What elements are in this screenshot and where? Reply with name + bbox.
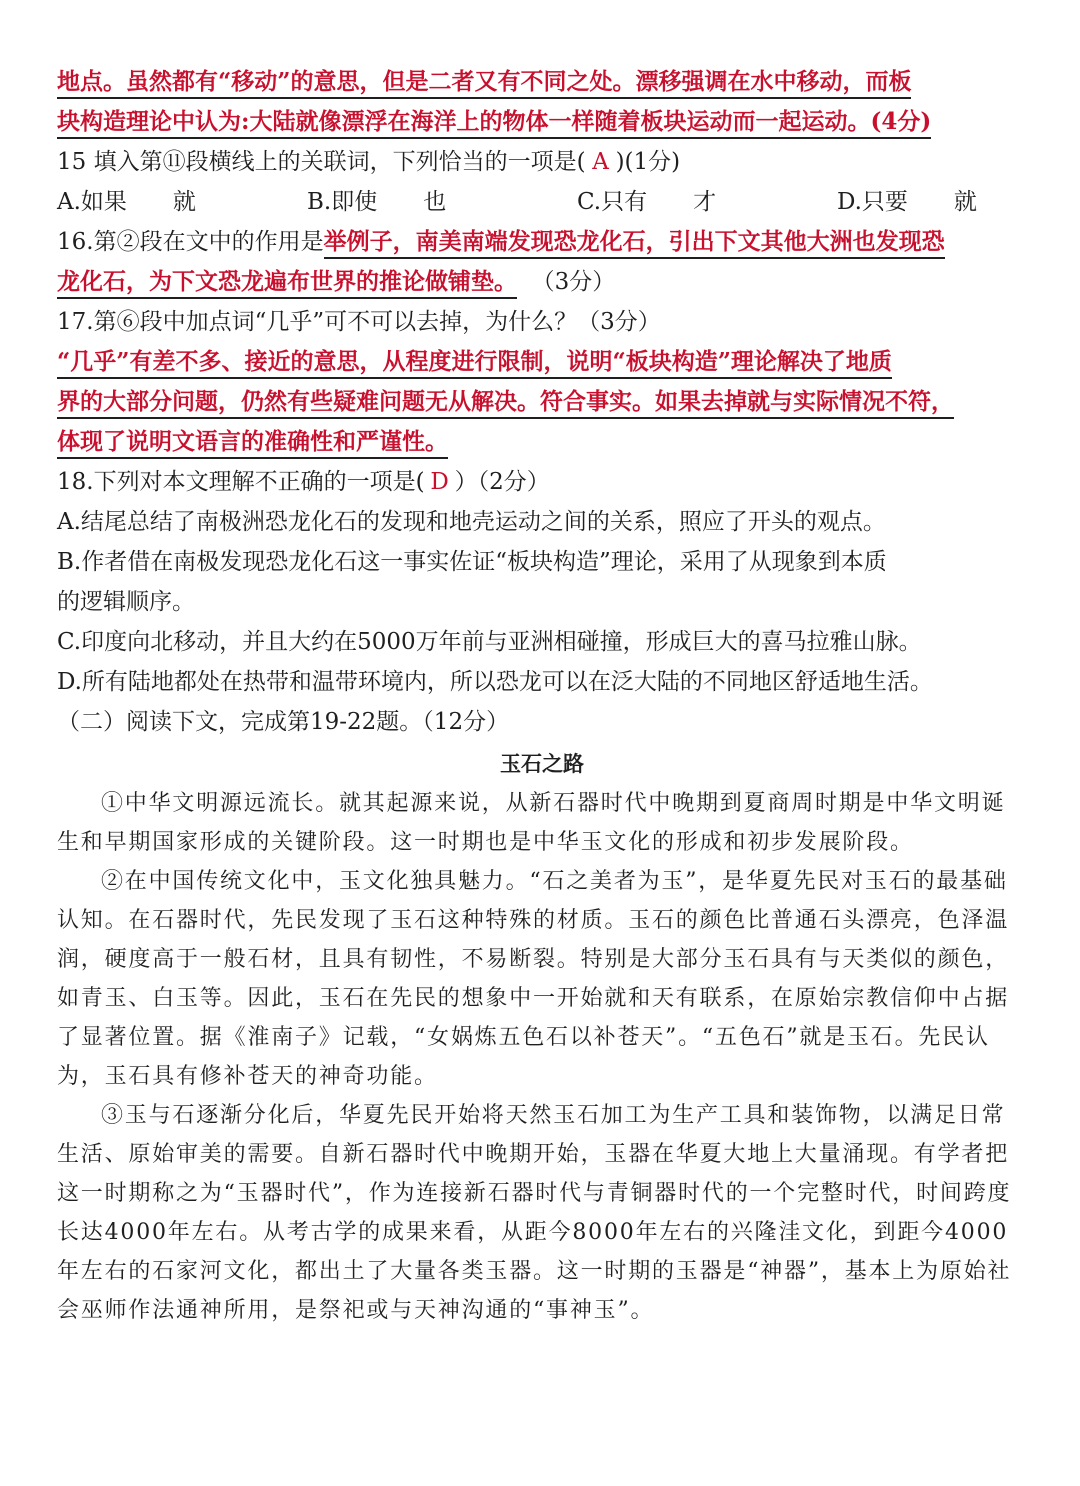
option-q18-b-cont: 的逻辑顺序。 bbox=[57, 589, 195, 615]
answer-q17-3: 体现了说明文语言的准确性和严谨性。 bbox=[57, 422, 1027, 462]
article-paragraph-3: ③玉与石逐渐分化后，华夏先民开始将天然玉石加工为生产工具和装饰物，以满足日常生活、原始审美的需要。自新石器时代中晚期开始，玉器在华夏大地上大量涌现。有学者把这一时期称之为“玉器时代”，作为连接新石器时代与青铜器时代的一个完整时代，时间跨度长达4000年左右。从考古学的成果来看，从距今8000年左右的兴隆洼文化，到距今4000年左右的石家河文化，都出土了大量各类玉器。这一时期的玉器是“神器”，基本上为原始社会巫师作法通神所用，是祭祀或与天神沟通的“事神玉”。 bbox=[57, 1103, 1012, 1323]
article-title: 玉石之路 bbox=[500, 751, 584, 776]
answer-line-q14-2: 块构造理论中认为:大陆就像漂浮在海洋上的物体一样随着板块运动而一起运动。(4分) bbox=[57, 102, 1027, 142]
question-18: 18.下列对本文理解不正确的一项是( D ）（2分） bbox=[57, 462, 1027, 502]
option-q18-c: C.印度向北移动，并且大约在5000万年前与亚洲相碰撞，形成巨大的喜马拉雅山脉。 bbox=[57, 629, 922, 655]
article-paragraph-1: ①中华文明源远流长。就其起源来说，从新石器时代中晚期到夏商周时期是中华文明诞生和早期国家形成的关键阶段。这一时期也是中华玉文化的形成和初步发展阶段。 bbox=[57, 791, 1006, 855]
section-intro: （二）阅读下文，完成第19-22题。（12分） bbox=[57, 709, 510, 735]
answer-q15: A bbox=[592, 149, 609, 175]
answer-q17-2: 界的大部分问题，仍然有些疑难问题无从解决。符合事实。如果去掉就与实际情况不符， bbox=[57, 382, 1027, 422]
option-q18-d: D.所有陆地都处在热带和温带环境内，所以恐龙可以在泛大陆的不同地区舒适地生活。 bbox=[57, 669, 933, 695]
question-17: 17.第⑥段中加点词“几乎”可不可以去掉，为什么？（3分） bbox=[57, 309, 661, 335]
question-16-cont: 龙化石，为下文恐龙遍布世界的推论做铺垫。 （3分） bbox=[57, 262, 1027, 302]
answer-q16-1: 举例子，南美南端发现恐龙化石，引出下文其他大洲也发现恐 bbox=[324, 228, 945, 259]
answer-q17-1: “几乎”有差不多、接近的意思，从程度进行限制，说明“板块构造”理论解决了地质 bbox=[57, 342, 1027, 382]
option-c: C.只有 才 bbox=[577, 189, 717, 215]
document-page bbox=[57, 62, 1027, 1330]
article-body bbox=[57, 784, 1027, 1330]
option-b: B.即使 也 bbox=[307, 189, 447, 215]
answer-line-q14-1: 地点。虽然都有“移动”的意思，但是二者又有不同之处。漂移强调在水中移动，而板 bbox=[57, 62, 1027, 102]
options-q15 bbox=[57, 182, 1027, 222]
option-a: A.如果 就 bbox=[57, 189, 196, 215]
answer-q16-2: 龙化石，为下文恐龙遍布世界的推论做铺垫。 bbox=[57, 268, 517, 299]
question-16: 16.第②段在文中的作用是举例子，南美南端发现恐龙化石，引出下文其他大洲也发现恐 bbox=[57, 222, 1027, 262]
option-q18-b: B.作者借在南极发现恐龙化石这一事实佐证“板块构造”理论，采用了从现象到本质 bbox=[57, 549, 887, 575]
answer-q18: D bbox=[430, 469, 449, 495]
option-q18-a: A.结尾总结了南极洲恐龙化石的发现和地壳运动之间的关系，照应了开头的观点。 bbox=[57, 509, 886, 535]
option-d: D.只要 就 bbox=[837, 189, 977, 215]
article-paragraph-2: ②在中国传统文化中，玉文化独具魅力。“石之美者为玉”，是华夏先民对玉石的最基础认知。在石器时代，先民发现了玉石这种特殊的材质。玉石的颜色比普通石头漂亮，色泽温润，硬度高于一般石材，且具有韧性，不易断裂。特别是大部分玉石具有与天类似的颜色，如青玉、白玉等。因此，玉石在先民的想象中一开始就和天有联系，在原始宗教信仰中占据了显著位置。据《淮南子》记载，“女娲炼五色石以补苍天”。“五色石”就是玉石。先民认为，玉石具有修补苍天的神奇功能。 bbox=[57, 869, 1010, 1089]
question-15: 15 填入第⑪段横线上的关联词，下列恰当的一项是( A )(1分) bbox=[57, 142, 1027, 182]
